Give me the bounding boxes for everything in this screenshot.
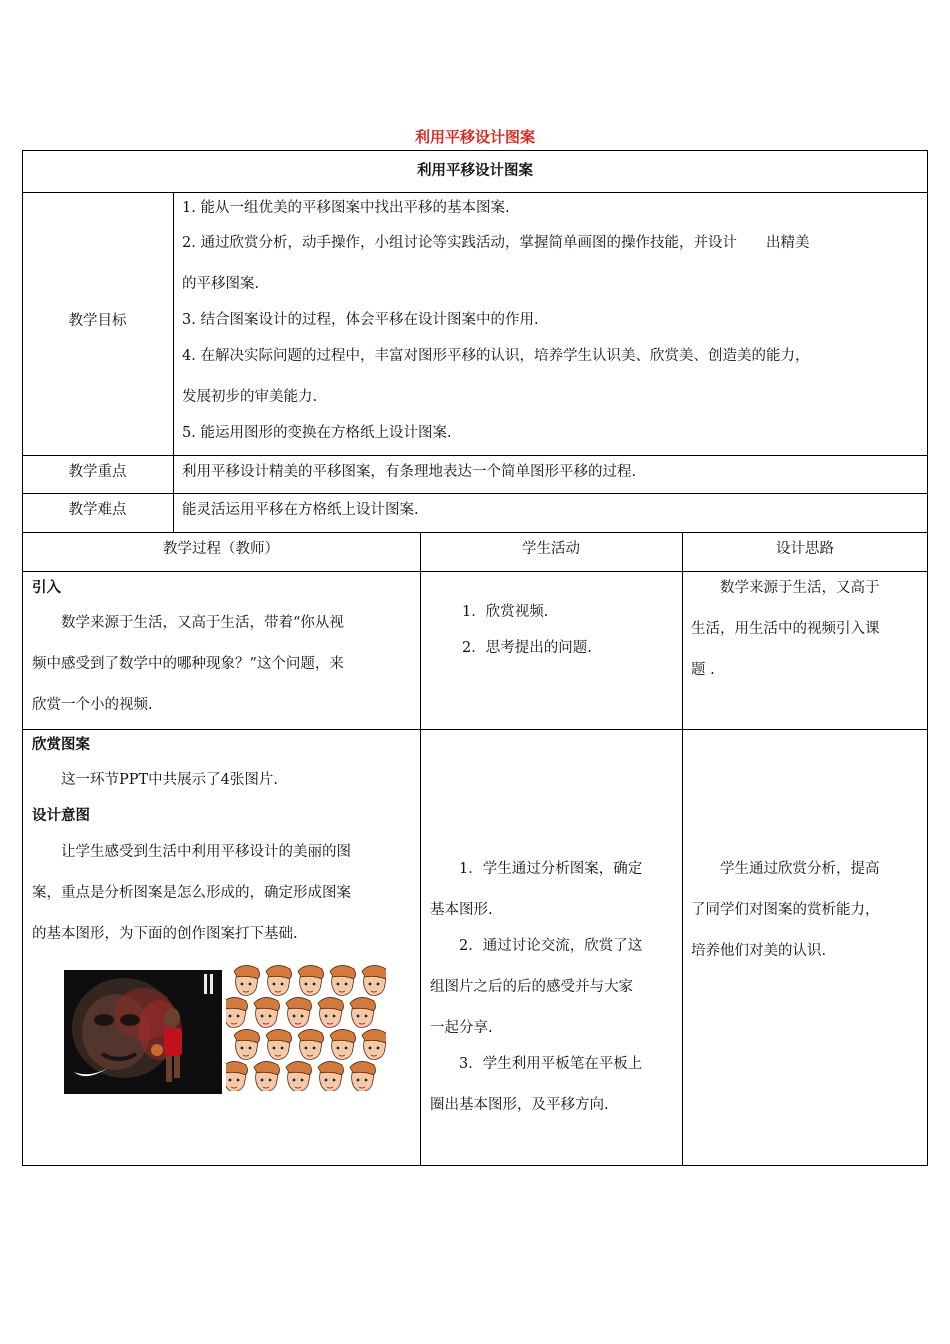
objective-line: 4. 在解决实际问题的过程中，丰富对图形平移的认识，培养学生认识美、欣赏美、创造美的能力， [182,348,810,364]
appreciate-heading: 欣赏图案 [32,737,90,753]
objective-line: 发展初步的审美能力. [182,389,318,405]
face-tile [330,1029,356,1059]
rule [22,571,928,572]
rule [173,192,174,532]
appreciate-line: 这一环节PPT中共展示了4张图片. [32,772,279,788]
rule [22,532,928,533]
face-tile [254,1061,280,1091]
appreciate-student-line: 2．通过讨论交流，欣赏了这 [430,938,643,954]
design-intent-heading: 设计意图 [32,808,90,824]
rule [22,493,928,494]
column-header-design: 设计思路 [776,541,834,557]
intro-teacher-line: 频中感受到了数学中的哪种现象？”这个问题，来 [32,656,344,672]
intro-teacher-line: 数学来源于生活，又高于生活，带着“你从视 [32,615,344,631]
face-tile [350,997,376,1027]
face-tile [254,997,280,1027]
face-tile [330,965,356,995]
face-tile [226,997,248,1027]
appreciate-student-line: 圈出基本图形，及平移方向. [430,1097,609,1113]
face-pattern-image [226,963,386,1091]
rule [22,455,928,456]
objective-line: 1. 能从一组优美的平移图案中找出平移的基本图案. [182,200,510,216]
appreciate-design-line: 学生通过欣赏分析，提高 [691,861,880,877]
appreciate-student-line: 组图片之后的后的感受并与大家 [430,979,633,995]
intro-student-line: 1．欣赏视频. [462,604,549,620]
intro-design-line: 数学来源于生活，又高于 [691,580,880,596]
objective-line: 3. 结合图案设计的过程，体会平移在设计图案中的作用. [182,312,539,328]
rule [682,532,683,1166]
basketball-photo [64,970,222,1094]
design-intent-line: 案，重点是分析图案是怎么形成的，确定形成图案 [32,885,351,901]
key-point-label: 教学重点 [68,464,127,480]
appreciate-student-line: 1．学生通过分析图案，确定 [430,861,643,877]
design-intent-line: 的基本图形，为下面的创作图案打下基础. [32,926,298,942]
face-tile [234,1029,260,1059]
column-header-student: 学生活动 [522,541,580,557]
face-tile [286,1061,312,1091]
appreciate-student-line: 基本图形. [430,902,493,918]
face-tile [226,1061,248,1091]
difficulty-label: 教学难点 [68,502,127,518]
column-header-teacher: 教学过程（教师） [163,541,279,557]
rule [22,729,928,730]
appreciate-design-line: 了同学们对图案的赏析能力， [691,902,880,918]
intro-design-line: 题 . [691,662,715,678]
page-title: 利用平移设计图案 [414,128,535,146]
face-tile [362,965,386,995]
key-point-text: 利用平移设计精美的平移图案，有条理地表达一个简单图形平移的过程. [182,464,637,480]
intro-design-line: 生活，用生活中的视频引入课 [691,621,880,637]
face-tile [298,1029,324,1059]
appreciate-student-line: 3．学生利用平板笔在平板上 [430,1056,643,1072]
difficulty-text: 能灵活运用平移在方格纸上设计图案. [182,502,419,518]
face-tile [318,1061,344,1091]
intro-teacher-line: 欣赏一个小的视频. [32,697,153,713]
rule [420,532,421,1166]
face-tile [318,997,344,1027]
intro-student-line: 2．思考提出的问题. [462,640,592,656]
face-tile [362,1029,386,1059]
face-tile [234,965,260,995]
face-tile [266,1029,292,1059]
face-tile [350,1061,376,1091]
objective-line: 5. 能运用图形的变换在方格纸上设计图案. [182,425,452,441]
face-tile [266,965,292,995]
face-tile [286,997,312,1027]
face-tile [298,965,324,995]
objective-line: 2. 通过欣赏分析，动手操作，小组讨论等实践活动，掌握简单画图的操作技能，并设计 出精美 [182,235,810,251]
appreciate-student-line: 一起分享. [430,1020,493,1036]
table-heading: 利用平移设计图案 [417,163,533,179]
intro-heading: 引入 [32,580,61,596]
rule [22,192,928,193]
appreciate-design-line: 培养他们对美的认识. [691,943,827,959]
objective-line: 的平移图案. [182,276,260,292]
objectives-label: 教学目标 [68,313,127,329]
design-intent-line: 让学生感受到生活中利用平移设计的美丽的图 [32,844,351,860]
